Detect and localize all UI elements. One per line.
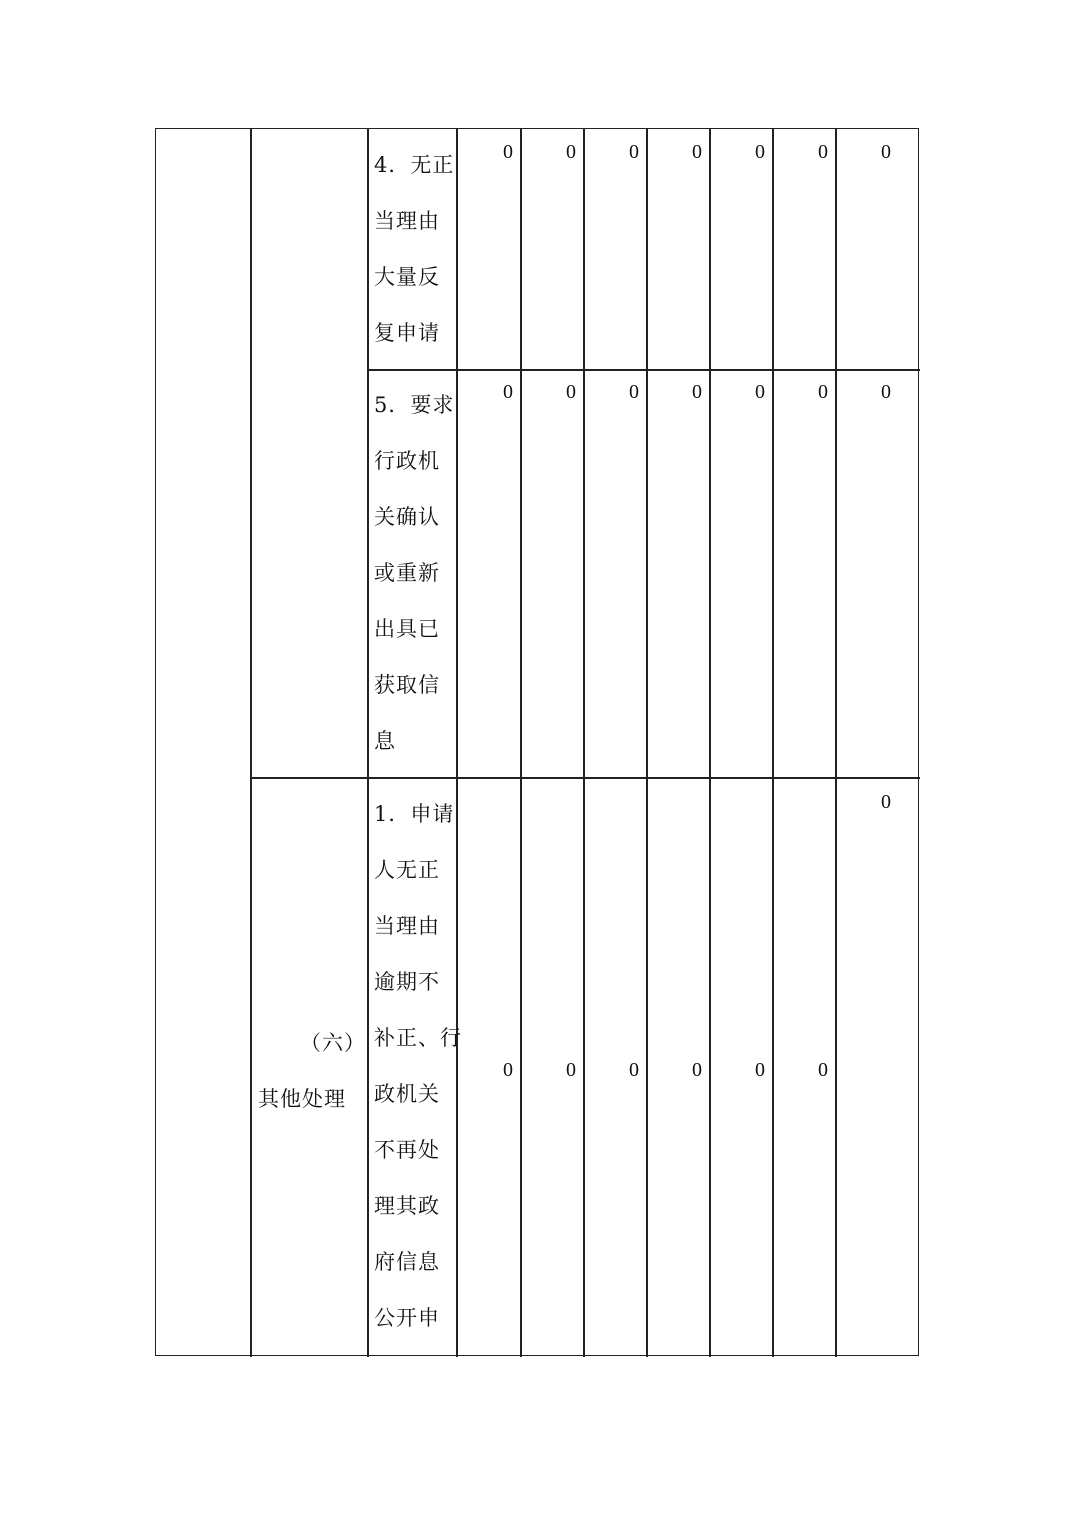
column-divider [520, 129, 522, 1357]
value-cell: 0 [566, 381, 576, 403]
column-divider [367, 129, 369, 1357]
value-cell: 0 [629, 1059, 639, 1081]
value-cell: 0 [755, 381, 765, 403]
item-label: 1．申请 人无正 当理由 逾期不 补正、行 政机关 不再处 理其政 府信息 公开申 [374, 802, 462, 1330]
value-cell: 0 [503, 381, 513, 403]
value-cell: 0 [566, 141, 576, 163]
value-cell: 0 [503, 1059, 513, 1081]
category-label-line: （六） [300, 1031, 366, 1055]
value-cell: 0 [818, 381, 828, 403]
value-cell: 0 [692, 1059, 702, 1081]
column-divider [583, 129, 585, 1357]
column-divider [250, 129, 252, 1357]
value-cell: 0 [692, 141, 702, 163]
item-label: 4．无正 当理由 大量反 复申请 [374, 153, 455, 345]
category-label-line: 其他处理 [258, 1087, 346, 1111]
value-cell: 0 [755, 1059, 765, 1081]
item-label: 5．要求 行政机 关确认 或重新 出具已 获取信 息 [374, 393, 455, 753]
value-cell: 0 [818, 141, 828, 163]
row-divider [250, 777, 920, 779]
value-cell: 0 [503, 141, 513, 163]
column-divider [772, 129, 774, 1357]
value-cell: 0 [881, 141, 891, 163]
value-cell: 0 [629, 141, 639, 163]
value-cell: 0 [881, 791, 891, 813]
value-cell: 0 [566, 1059, 576, 1081]
row-divider [367, 369, 920, 371]
value-cell: 0 [755, 141, 765, 163]
statistics-table [155, 128, 919, 1356]
value-cell: 0 [818, 1059, 828, 1081]
value-cell: 0 [881, 381, 891, 403]
column-divider [646, 129, 648, 1357]
column-divider [709, 129, 711, 1357]
value-cell: 0 [692, 381, 702, 403]
value-cell: 0 [629, 381, 639, 403]
column-divider [835, 129, 837, 1357]
